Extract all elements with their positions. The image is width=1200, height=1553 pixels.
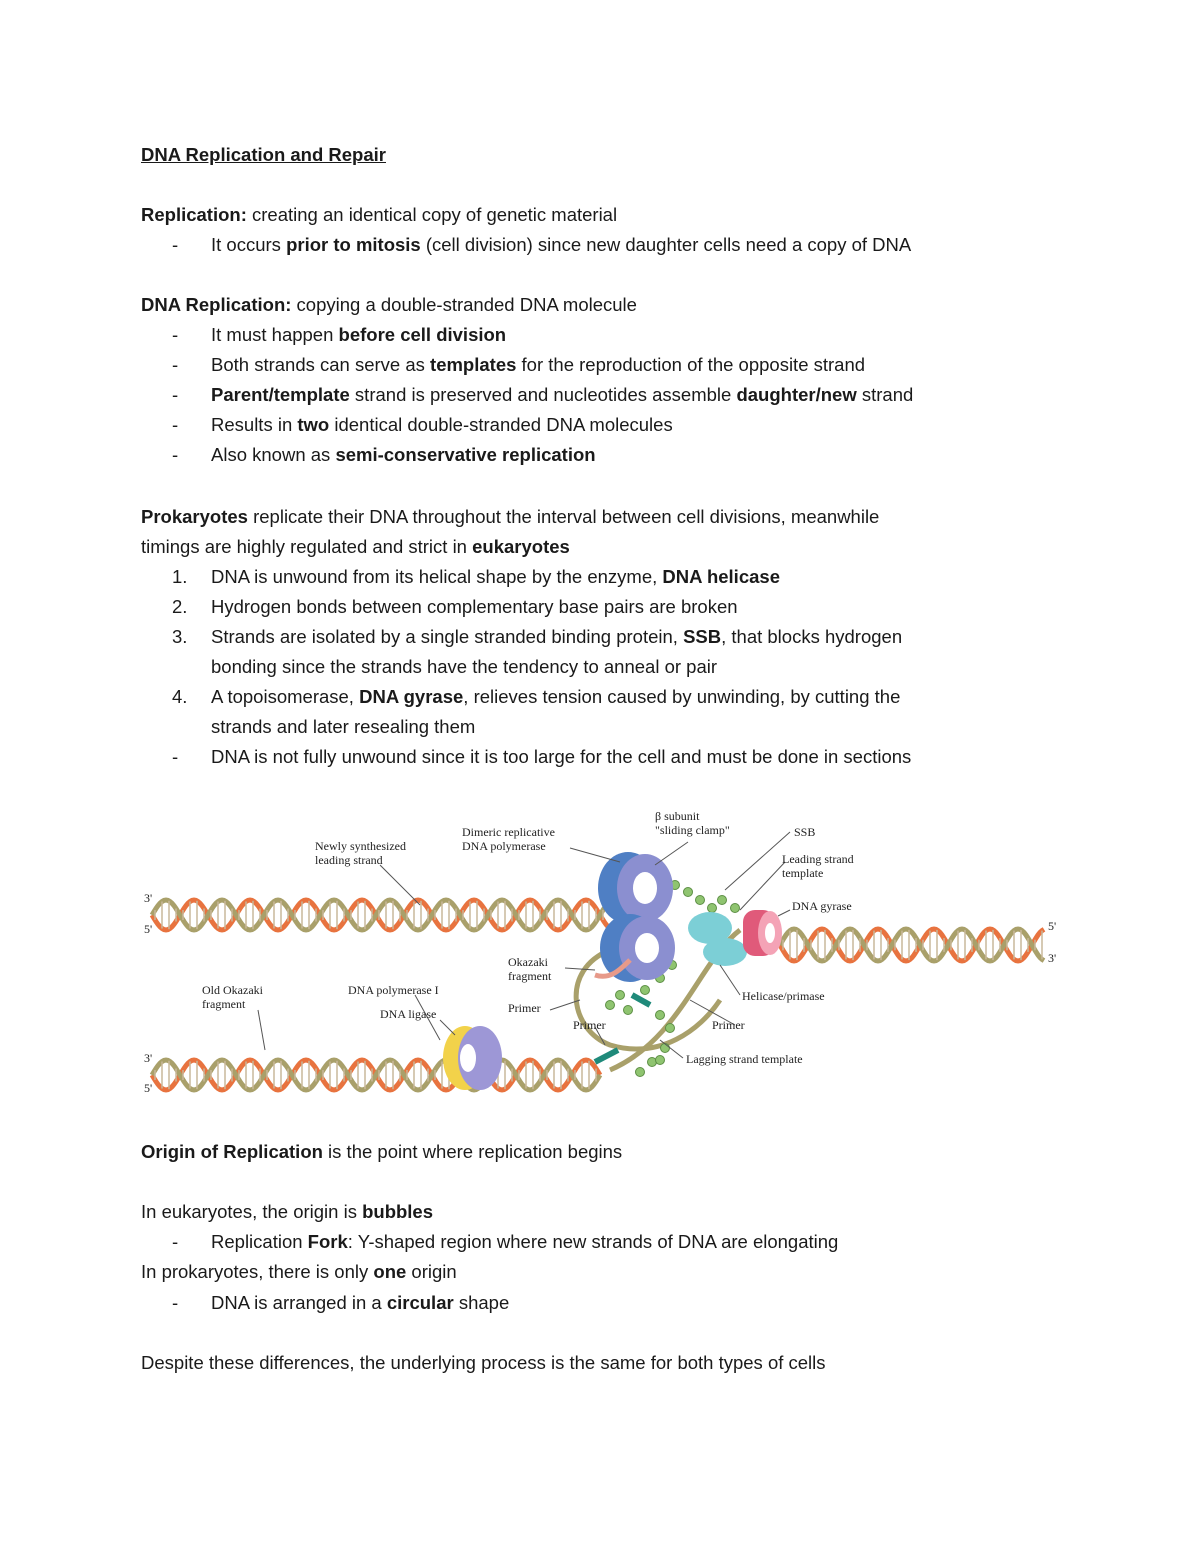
list-number: 2. [172, 596, 188, 617]
figure-labels [144, 809, 1056, 1095]
list-item: It occurs prior to mitosis (cell division) since new daughter cells need a copy of DNA [211, 234, 912, 255]
list-item: DNA is arranged in a circular shape [211, 1292, 510, 1313]
numbered-item: A topoisomerase, DNA gyrase, relieves tension caused by unwinding, by cutting the [211, 686, 901, 707]
origin-of-replication: Origin of Replication is the point where replication begins [141, 1141, 623, 1162]
numbered-item-continuation: bonding since the strands have the tendency to anneal or pair [211, 656, 718, 677]
label-primer: Primer [508, 1001, 541, 1015]
list-item: Replication Fork: Y-shaped region where new strands of DNA are elongating [211, 1231, 839, 1252]
numbered-item: Strands are isolated by a single stranded binding protein, SSB, that blocks hydrogen [211, 626, 903, 647]
ssb-bead [661, 1044, 670, 1053]
list-item: It must happen before cell division [211, 324, 507, 345]
dna-gyrase [743, 910, 782, 956]
bullet-dash: - [172, 234, 179, 255]
label-lagging-template: Lagging strand template [686, 1052, 803, 1066]
primer-segment [595, 1050, 618, 1062]
ssb-bead [606, 1001, 615, 1010]
list-item: Parent/template strand is preserved and nucleotides assemble daughter/new strand [211, 384, 914, 405]
dna-ligase-ring [443, 1026, 502, 1090]
numbered-item-continuation: strands and later resealing them [211, 716, 476, 737]
label-old-okazaki: Old Okazaki fragment [202, 983, 263, 1011]
ssb-bead [641, 986, 650, 995]
ssb-bead [718, 896, 727, 905]
list-number: 3. [172, 626, 188, 647]
list-item: DNA is not fully unwound since it is too large for the cell and must be done in sections [211, 746, 912, 767]
bullet-dash: - [172, 384, 179, 405]
label-leading-strand: Newly synthesized leading strand [315, 839, 406, 867]
upper-helix-left [152, 900, 610, 930]
eukaryote-origin: In eukaryotes, the origin is bubbles [141, 1201, 434, 1222]
prokaryote-origin: In prokaryotes, there is only one origin [141, 1261, 457, 1282]
label-dimeric-polymerase: Dimeric replicative DNA polymerase [462, 825, 555, 853]
label-dna-gyrase: DNA gyrase [792, 899, 852, 913]
dna-replication-figure [140, 800, 1065, 1105]
bullet-dash: - [172, 354, 179, 375]
replication-definition: Replication: creating an identical copy of genetic material [141, 204, 618, 225]
ssb-bead [636, 1068, 645, 1077]
label-ssb: SSB [794, 825, 816, 839]
primer-segment [632, 995, 650, 1005]
bullet-dash: - [172, 414, 179, 435]
ssb-bead [624, 1006, 633, 1015]
list-item: Also known as semi-conservative replication [211, 444, 596, 465]
list-item: Both strands can serve as templates for the reproduction of the opposite strand [211, 354, 866, 375]
label-dna-ligase: DNA ligase [380, 1007, 437, 1021]
ssb-bead [731, 904, 740, 913]
numbered-item: Hydrogen bonds between complementary base pairs are broken [211, 596, 738, 617]
bullet-dash: - [172, 1292, 179, 1313]
list-number: 4. [172, 686, 188, 707]
label-primer: Primer [573, 1018, 606, 1032]
label-helicase-primase: Helicase/primase [742, 989, 825, 1003]
dna-replication-definition: DNA Replication: copying a double-stranded DNA molecule [141, 294, 637, 315]
ssb-bead [666, 1024, 675, 1033]
doc-title: DNA Replication and Repair [141, 144, 386, 165]
label-dna-polymerase-1: DNA polymerase I [348, 983, 439, 997]
label-end: 3' [144, 1051, 153, 1065]
label-primer: Primer [712, 1018, 745, 1032]
label-end: 5' [1048, 919, 1057, 933]
bullet-dash: - [172, 324, 179, 345]
label-okazaki: Okazaki fragment [508, 955, 552, 983]
bullet-dash: - [172, 746, 179, 767]
ssb-bead [656, 1011, 665, 1020]
term: Replication: [141, 204, 247, 225]
upper-helix-right [780, 929, 1044, 961]
closing-sentence: Despite these differences, the underlying process is the same for both types of cells [141, 1352, 826, 1373]
ssb-bead [656, 1056, 665, 1065]
label-leading-template: Leading strand template [782, 852, 854, 880]
label-beta-subunit: β subunit "sliding clamp" [655, 809, 730, 837]
label-end: 5' [144, 1081, 153, 1095]
numbered-item: DNA is unwound from its helical shape by the enzyme, DNA helicase [211, 566, 780, 587]
prokaryotes-paragraph-line2: timings are highly regulated and strict in eukaryotes [141, 536, 570, 557]
ssb-bead [708, 904, 717, 913]
dimeric-polymerase [598, 852, 675, 982]
prokaryotes-paragraph-line1: Prokaryotes replicate their DNA throughout the interval between cell divisions, meanwhile [141, 506, 880, 527]
bullet-dash: - [172, 444, 179, 465]
bullet-dash: - [172, 1231, 179, 1252]
list-item: Results in two identical double-stranded DNA molecules [211, 414, 673, 435]
ssb-bead [696, 896, 705, 905]
helicase-primase [688, 912, 747, 966]
ssb-bead [616, 991, 625, 1000]
label-end: 3' [144, 891, 153, 905]
label-end: 5' [144, 922, 153, 936]
list-number: 1. [172, 566, 188, 587]
label-end: 3' [1048, 951, 1057, 965]
ssb-bead [684, 888, 693, 897]
